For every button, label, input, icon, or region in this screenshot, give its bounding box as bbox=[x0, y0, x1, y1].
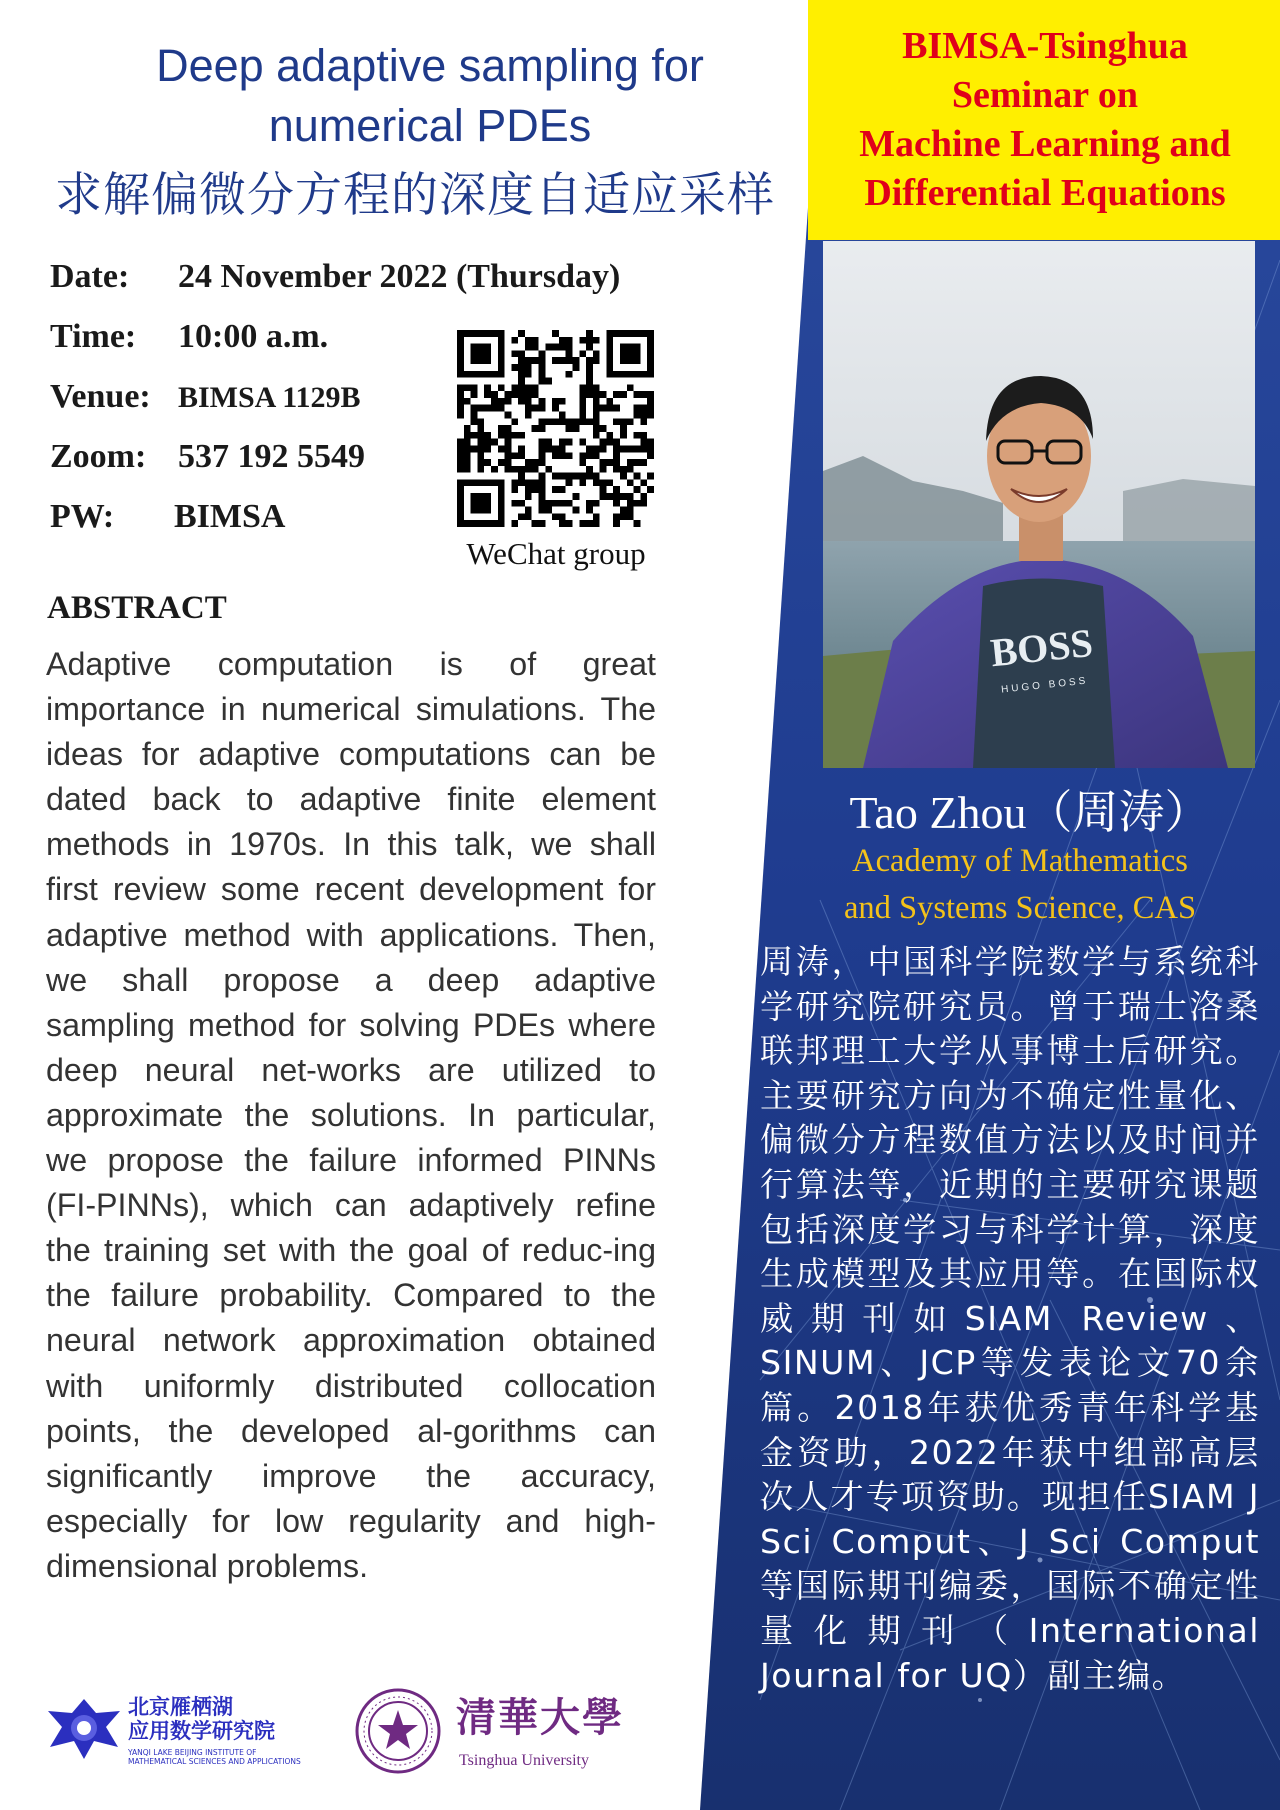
tsinghua-name-chinese: 清華大學 bbox=[456, 1694, 624, 1741]
venue-row bbox=[50, 378, 361, 416]
date-row bbox=[50, 258, 621, 296]
bimsa-english-line-1: YANQI LAKE BEIJING INSTITUTE OF bbox=[128, 1748, 257, 1757]
banner-line-4: Differential Equations bbox=[864, 172, 1226, 214]
password-value: BIMSA bbox=[174, 498, 286, 535]
time-label: Time: bbox=[50, 318, 137, 355]
affiliation-line-1: Academy of Mathematics bbox=[852, 843, 1188, 879]
bimsa-english-line-2: MATHEMATICAL SCIENCES AND APPLICATIONS bbox=[128, 1757, 301, 1766]
bimsa-name-english bbox=[128, 1748, 301, 1766]
banner-line-3: Machine Learning and bbox=[859, 123, 1231, 165]
password-row bbox=[50, 498, 286, 536]
tsinghua-seal-icon bbox=[355, 1688, 441, 1774]
date-label: Date: bbox=[50, 258, 130, 295]
qr-caption: WeChat group bbox=[466, 536, 646, 571]
talk-title-line-1: Deep adaptive sampling for bbox=[156, 40, 704, 91]
banner-line-1: BIMSA-Tsinghua bbox=[902, 25, 1188, 67]
venue-label: Venue: bbox=[50, 378, 151, 415]
zoom-row bbox=[50, 438, 365, 476]
bimsa-name-chinese bbox=[128, 1695, 275, 1743]
time-value: 10:00 a.m. bbox=[178, 318, 329, 355]
bimsa-name-line-2: 应用数学研究院 bbox=[128, 1719, 275, 1743]
wechat-qr-code[interactable] bbox=[457, 330, 654, 527]
tsinghua-name-english: Tsinghua University bbox=[459, 1752, 589, 1769]
date-value: 24 November 2022 (Thursday) bbox=[178, 258, 621, 295]
talk-title-chinese: 求解偏微分方程的深度自适应采样 bbox=[55, 168, 775, 223]
talk-title-line-2: numerical PDEs bbox=[268, 100, 592, 151]
venue-value: BIMSA 1129B bbox=[178, 381, 361, 414]
zoom-label: Zoom: bbox=[50, 438, 147, 475]
password-label: PW: bbox=[50, 498, 115, 535]
bimsa-logo-icon bbox=[44, 1695, 124, 1761]
shirt-logo-text: BOSS bbox=[988, 619, 1095, 676]
shirt-sub-text: HUGO BOSS bbox=[1000, 675, 1089, 696]
abstract-text: Adaptive computation is of great importance in numerical simulations. The ideas for adaptive computations can be dated back to adaptive finite element methods in 1970s. In this talk, we shall first review some recent development for adaptive method with applications. Then, we shall propose a deep adaptive sampling method for solving PDEs where deep neural net-works are utilized to approximate the solutions. In particular, we propose the failure informed PINNs (FI-PINNs), which can adaptively refine the training set with the goal of reduc-ing the failure probability. Compared to the neural network approximation obtained with uniformly distributed collocation points, the developed al-gorithms can significantly improve the accuracy, especially for low regularity and high-dimensional problems. bbox=[46, 646, 656, 1584]
talk-title-english bbox=[30, 36, 830, 156]
affiliation-line-2: and Systems Science, CAS bbox=[843, 890, 1197, 926]
speaker-bio: 周涛，中国科学院数学与系统科学研究院研究员。曾于瑞士洛桑联邦理工大学从事博士后研究。主要研究方向为不确定性量化、偏微分方程数值方法以及时间并行算法等，近期的主要研究课题包括深度学习与科学计算，深度生成模型及其应用等。在国际权威期刊如SIAM Review、SINUM、JCP等发表论文70余篇。2018年获优秀青年科学基金资助，2022年获中组部高层次人才专项资助。现担任SIAM J Sci Comput、J Sci Comput等国际期刊编委，国际不确定性量化期刊（International Journal for UQ）副主编。 bbox=[760, 942, 1260, 1695]
speaker-photo bbox=[823, 241, 1255, 768]
bimsa-name-line-1: 北京雁栖湖 bbox=[128, 1695, 233, 1719]
speaker-name: Tao Zhou（周涛） bbox=[849, 787, 1211, 838]
zoom-value: 537 192 5549 bbox=[178, 438, 365, 475]
speaker-affiliation bbox=[800, 838, 1240, 932]
seminar-banner-text bbox=[815, 22, 1275, 218]
time-row bbox=[50, 318, 329, 356]
abstract-heading: ABSTRACT bbox=[47, 590, 227, 626]
banner-line-2: Seminar on bbox=[951, 74, 1139, 116]
